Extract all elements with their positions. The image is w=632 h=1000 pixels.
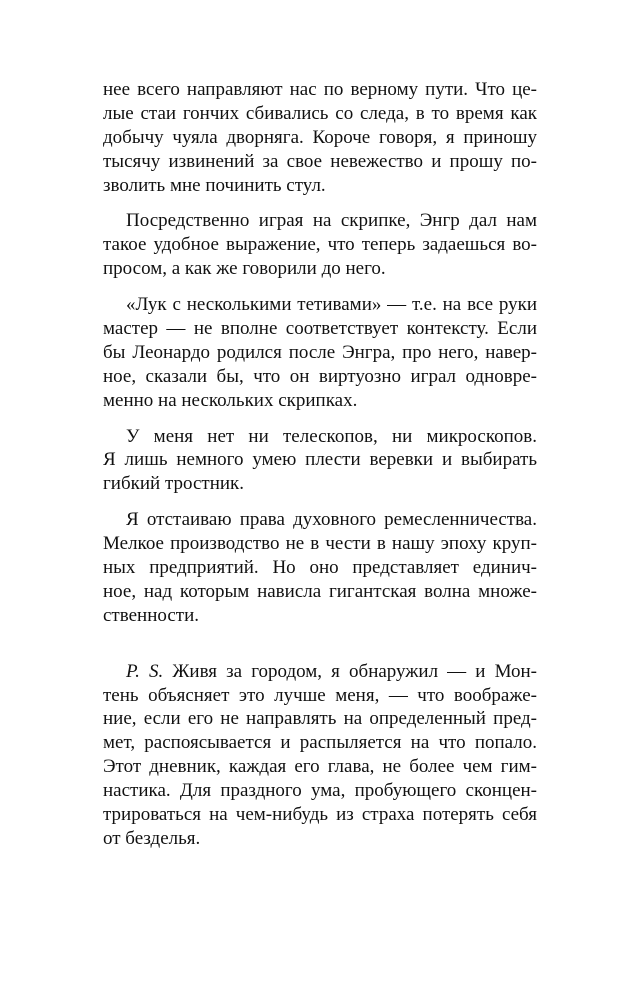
text-line xyxy=(103,660,537,684)
text-line: настика. Для праздного ума, пробующего сконцен- xyxy=(103,780,537,802)
text-line: добычу чуяла дворняга. Короче говоря, я приношу xyxy=(103,126,537,148)
text-line: просом, а как же говорили до него. xyxy=(103,258,386,280)
text-line: ние, если его не направлять на определенный пред- xyxy=(103,708,537,730)
text-line: Посредственно играя на скрипке, Энгр дал нам xyxy=(126,210,537,232)
text-line: такое удобное выражение, что теперь задаешься во- xyxy=(103,234,537,256)
text-line: тень объясняет это лучше меня, — что воображе- xyxy=(103,684,537,706)
page-text xyxy=(103,78,537,863)
text-line: нее всего направляют нас по верному пути. Что це- xyxy=(103,79,537,100)
text-line: мастер — не вполне соответствует контексту. Если xyxy=(103,318,537,340)
text-line: ных предприятий. Но оно представляет единич- xyxy=(103,557,537,579)
text-line: Мелкое производство не в чести в нашу эпоху круп- xyxy=(103,533,537,555)
paragraph-2 xyxy=(103,209,537,281)
postscript-marker: P. S. xyxy=(126,660,164,682)
paragraph-4 xyxy=(103,425,537,497)
paragraph-postscript xyxy=(103,660,537,851)
text-line: ственности. xyxy=(103,604,199,626)
text-line: менно на нескольких скрипках. xyxy=(103,389,358,411)
paragraph-3 xyxy=(103,293,537,412)
text-line: лые стаи гончих сбивались со следа, в то время как xyxy=(103,102,537,124)
text-line: трироваться на чем-нибудь из страха потерять себя xyxy=(103,804,537,826)
text-line: ное, над которым нависла гигантская волна множе- xyxy=(103,580,537,602)
text-line-content: Живя за городом, я обнаружил — и Мон- xyxy=(163,660,537,682)
text-line: гибкий тростник. xyxy=(103,473,245,495)
text-line: Этот дневник, каждая его глава, не более чем гим- xyxy=(103,756,537,778)
text-line: У меня нет ни телескопов, ни микроскопов. xyxy=(126,425,537,447)
text-line: тысячу извинений за свое невежество и прошу по- xyxy=(103,150,537,172)
text-line: зволить мне починить стул. xyxy=(103,174,326,196)
paragraph-1 xyxy=(103,78,537,197)
text-line: бы Леонардо родился после Энгра, про него, навер- xyxy=(103,341,537,363)
text-line: Я отстаиваю права духовного ремесленничества. xyxy=(126,509,537,531)
text-line: «Лук с несколькими тетивами» — т.е. на все руки xyxy=(126,294,537,316)
text-line: мет, распоясывается и распыляется на что попало. xyxy=(103,732,537,754)
text-line: от безделья. xyxy=(103,827,201,849)
paragraph-5 xyxy=(103,508,537,627)
text-line: ное, сказали бы, что он виртуозно играл одновре- xyxy=(103,365,537,387)
text-line: Я лишь немного умею плести веревки и выбирать xyxy=(103,449,537,471)
